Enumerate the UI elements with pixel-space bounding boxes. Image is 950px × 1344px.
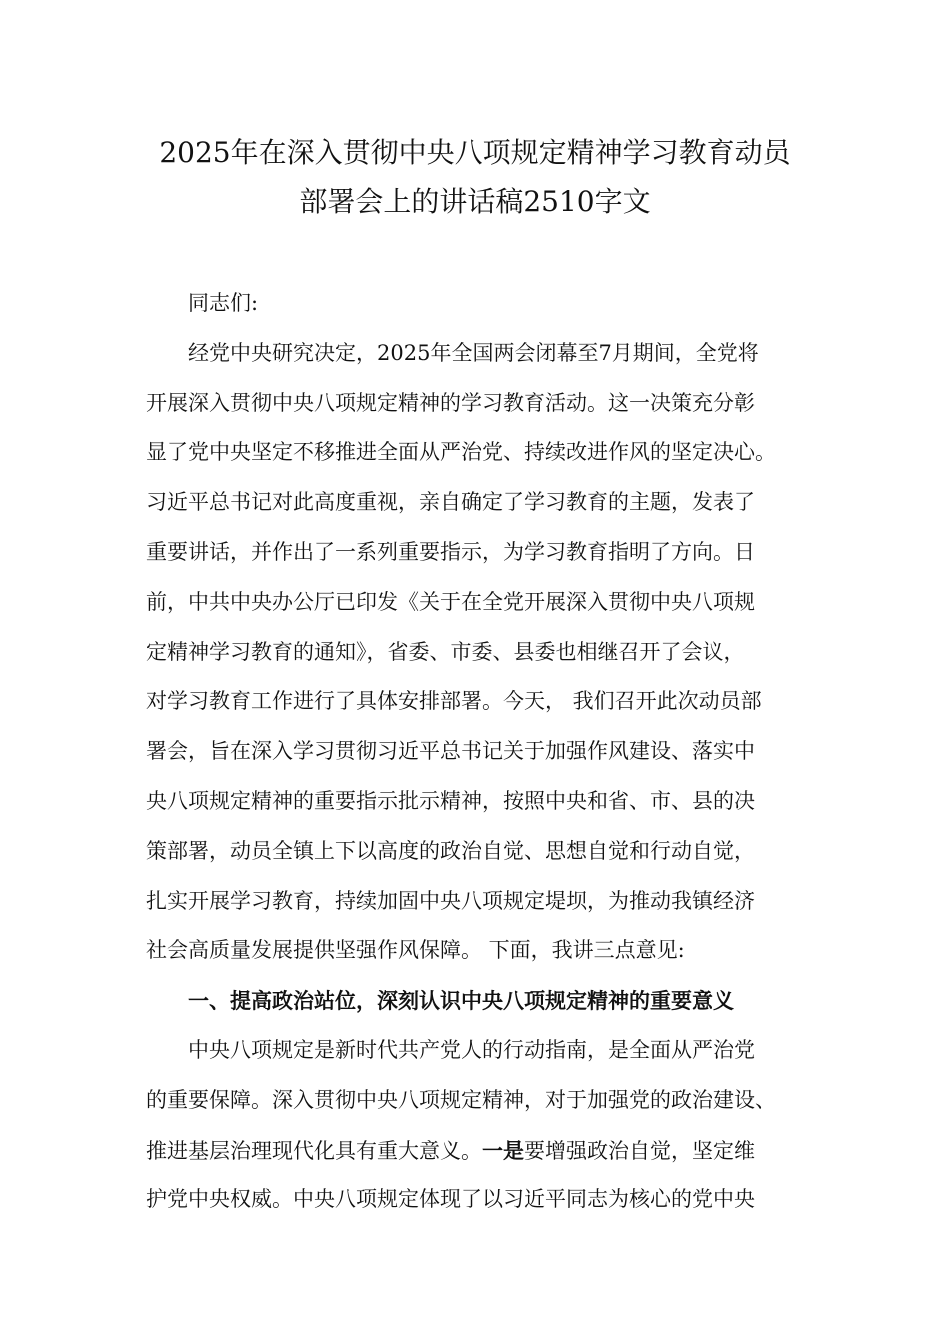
paragraph-line: 定精神学习教育的通知》，省委、市委、县委也相继召开了会议， — [146, 639, 745, 664]
section-heading: 一、提高政治站位，深刻认识中央八项规定精神的重要意义 — [188, 988, 734, 1014]
paragraph-line: 对学习教育工作进行了具体安排部署。今天， 我们召开此次动员部 — [146, 689, 762, 714]
paragraph-line: 前，中共中央办公厅已印发《关于在全党开展深入贯彻中央八项规 — [146, 589, 755, 614]
paragraph-line: 策部署，动员全镇上下以高度的政治自觉、思想自觉和行动自觉， — [146, 838, 755, 863]
paragraph-line: 重要讲话，并作出了一系列重要指示，为学习教育指明了方向。日 — [146, 539, 755, 564]
document-title-line-1: 2025年在深入贯彻中央八项规定精神学习教育动员 — [159, 136, 791, 169]
document-body — [146, 279, 814, 1225]
paragraph-line: 习近平总书记对此高度重视，亲自确定了学习教育的主题，发表了 — [146, 490, 755, 515]
paragraph-text: 要增强政治自觉，坚定维 — [524, 1138, 755, 1163]
paragraph-line: 护党中央权威。中央八项规定体现了以习近平同志为核心的党中央 — [146, 1187, 755, 1212]
paragraph-text: 推进基层治理现代化具有重大意义。 — [146, 1138, 482, 1163]
document-title-line-2: 部署会上的讲话稿2510字文 — [299, 185, 651, 218]
emphasis-first-point: 一是 — [482, 1137, 524, 1163]
paragraph-line: 经党中央研究决定，2025年全国两会闭幕至7月期间，全党将 — [188, 340, 759, 365]
salutation: 同志们: — [188, 291, 259, 315]
paragraph-line: 显了党中央坚定不移推进全面从严治党、持续改进作风的坚定决心。 — [146, 440, 776, 465]
paragraph-line: 中央八项规定是新时代共产党人的行动指南，是全面从严治党 — [188, 1037, 755, 1062]
paragraph-line: 的重要保障。深入贯彻中央八项规定精神，对于加强党的政治建设、 — [146, 1087, 776, 1112]
paragraph-line: 央八项规定精神的重要指示批示精神，按照中央和省、市、县的决 — [146, 788, 755, 813]
paragraph-line: 扎实开展学习教育，持续加固中央八项规定堤坝，为推动我镇经济 — [146, 888, 755, 913]
paragraph-line — [146, 1126, 814, 1176]
paragraph-line: 开展深入贯彻中央八项规定精神的学习教育活动。这一决策充分彰 — [146, 390, 755, 415]
paragraph-line: 署会，旨在深入学习贯彻习近平总书记关于加强作风建设、落实中 — [146, 739, 755, 764]
paragraph-line: 社会高质量发展提供坚强作风保障。 下面，我讲三点意见: — [146, 938, 685, 963]
